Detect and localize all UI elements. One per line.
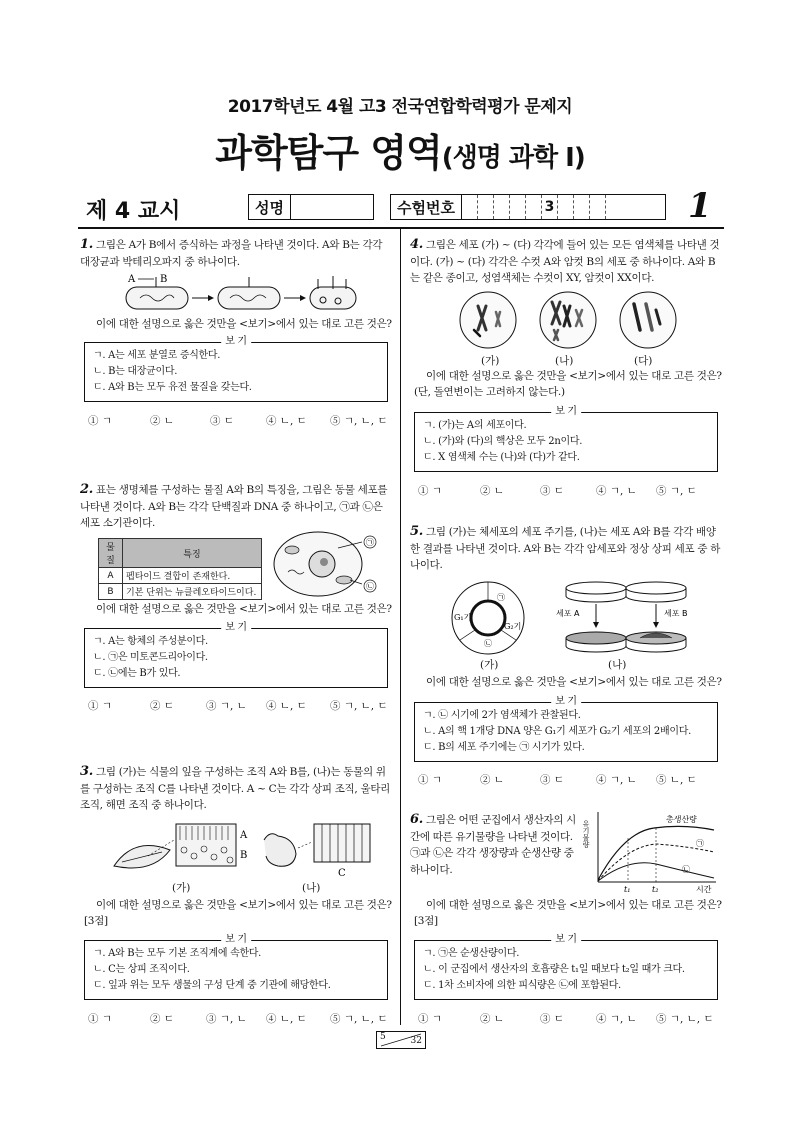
- tissue-label-B: B: [240, 850, 248, 861]
- bogi-item: ㄷ. X 염색체 수는 (나)와 (다)가 같다.: [423, 452, 580, 463]
- question-prompt: 이에 대한 설명으로 옳은 것만을 <보기>에서 있는 대로 고른 것은?: [96, 603, 392, 615]
- phase-label-g2: G₂기: [504, 622, 522, 631]
- figure-caption: (가): [481, 355, 500, 367]
- exam-title-paren: (생명 과학 Ⅰ): [441, 143, 585, 173]
- table-header: 특징: [123, 539, 262, 568]
- curve-label-a: ㉠: [696, 839, 704, 848]
- bogi-item: ㄱ. ㉡ 시기에 2가 염색체가 관찰된다.: [423, 710, 581, 721]
- graph-ylabel: 유기물량: [582, 820, 590, 848]
- cell-cycle-figure: [450, 580, 710, 656]
- choice-3[interactable]: ③ ㄱ, ㄴ: [206, 1013, 247, 1025]
- question-6: [410, 812, 582, 878]
- curve-label-b: ㉡: [682, 865, 690, 874]
- choice-4[interactable]: ④ ㄴ, ㄷ: [266, 700, 307, 712]
- animal-cell-figure: [268, 528, 390, 600]
- fig-label-A: A: [128, 274, 136, 285]
- page-current: 5: [380, 1032, 386, 1042]
- choice-2[interactable]: ② ㄷ: [150, 700, 174, 712]
- choice-3[interactable]: ③ ㄷ: [540, 1013, 564, 1025]
- bogi-item: ㄴ. C는 상피 조직이다.: [93, 964, 190, 975]
- curve-label-gross: 총생산량: [666, 815, 697, 824]
- answer-choices: [88, 1011, 398, 1026]
- bogi-item: ㄱ. (가)는 A의 세포이다.: [423, 420, 527, 431]
- exam-title-main: 과학탐구 영역: [215, 131, 442, 175]
- organelle-label-b: ㉡: [366, 582, 374, 591]
- substance-table: [98, 538, 262, 600]
- question-text: 그림 (가)는 체세포의 세포 주기를, (나)는 세포 A와 B를 각각 배양한 결과를 나타낸 것이다. A와 B는 각각 암세포와 정상 상피 세포 중 하나이다.: [410, 526, 721, 571]
- choice-4[interactable]: ④ ㄱ, ㄴ: [596, 1013, 637, 1025]
- bogi-item: ㄴ. B는 대장균이다.: [93, 366, 178, 377]
- bogi-item: ㄷ. 1차 소비자에 의한 피식량은 ㉡에 포함된다.: [423, 980, 621, 991]
- tissue-figure: [108, 818, 378, 880]
- table-cell: 펩타이드 결합이 존재한다.: [123, 568, 262, 584]
- bogi-box: [84, 622, 388, 688]
- choice-1[interactable]: ① ㄱ: [418, 485, 442, 497]
- bogi-title: 보 기: [221, 621, 251, 635]
- graph-xlabel: 시간: [696, 885, 712, 894]
- dish-label-a: 세포 A: [556, 609, 580, 618]
- choice-2[interactable]: ② ㄷ: [150, 1013, 174, 1025]
- phase-label-b: ㉡: [484, 639, 492, 648]
- exam-digit-cell: [494, 195, 510, 219]
- cell-da: [620, 292, 676, 348]
- question-text: 그림 (가)는 식물의 잎을 구성하는 조직 A와 B를, (나)는 동물의 위를 구성하는 조직 C를 나타낸 것이다. A ~ C는 각각 상피 조직, 울타리 조직, 해면 조직 중 하나이다.: [80, 766, 391, 811]
- figure-caption: (가): [172, 882, 191, 894]
- phase-label-a: ㉠: [497, 593, 505, 602]
- question-text: 그림은 세포 (가) ~ (다) 각각에 들어 있는 모든 염색체를 나타낸 것이다. (가) ~ (다) 각각은 수컷 A와 암컷 B의 세포 중 하나이다. A와 B는 같은 종이고, 성염색체는 수컷이 XY, 암컷이 XX이다.: [410, 239, 720, 284]
- table-row: [99, 584, 262, 600]
- dish-label-b: 세포 B: [664, 609, 688, 618]
- bogi-item: ㄴ. ㉠은 미토콘드리아이다.: [93, 652, 208, 663]
- table-cell: 기본 단위는 뉴클레오타이드이다.: [123, 584, 262, 600]
- question-prompt: 이에 대한 설명으로 옳은 것만을 <보기>에서 있는 대로 고른 것은? (단, 돌연변이는 고려하지 않는다.): [414, 370, 722, 398]
- exam-digit-cell: [510, 195, 526, 219]
- bogi-box: [414, 696, 718, 762]
- cell-na: [540, 292, 596, 348]
- exam-digit-cell: [558, 195, 574, 219]
- organic-matter-graph: [584, 808, 724, 894]
- choice-1[interactable]: ① ㄱ: [88, 1013, 112, 1025]
- bogi-item: ㄴ. 이 군집에서 생산자의 호흡량은 t₁일 때보다 t₂일 때가 크다.: [423, 964, 685, 975]
- tick-t2: t₂: [652, 885, 659, 894]
- page-total: 32: [410, 1036, 422, 1046]
- choice-1[interactable]: ① ㄱ: [418, 1013, 442, 1025]
- figure-caption: (나): [302, 882, 321, 894]
- question-prompt: 이에 대한 설명으로 옳은 것만을 <보기>에서 있는 대로 고른 것은? [3점]: [84, 899, 392, 927]
- tick-t1: t₁: [624, 885, 631, 894]
- choice-4[interactable]: ④ ㄱ, ㄴ: [596, 774, 637, 786]
- figure-caption: (가): [480, 659, 499, 671]
- exam-digit-cell: 3: [542, 195, 558, 219]
- choice-3[interactable]: ③ ㄱ, ㄴ: [206, 700, 247, 712]
- exam-number-label: 수험번호: [391, 195, 462, 219]
- question-text: 그림은 어떤 군집에서 생산자의 시간에 따른 유기물량을 나타낸 것이다. ㉠과 ㉡은 각각 생장량과 순생산량 중 하나이다.: [410, 814, 576, 876]
- tissue-label-A: A: [240, 830, 248, 841]
- choice-2[interactable]: ② ㄴ: [480, 774, 504, 786]
- bogi-box: [414, 934, 718, 1000]
- exam-digit-cell: [606, 195, 622, 219]
- question-number: 5.: [410, 524, 423, 539]
- choice-3[interactable]: ③ ㄷ: [540, 485, 564, 497]
- exam-digit-cell: [574, 195, 590, 219]
- question-prompt: 이에 대한 설명으로 옳은 것만을 <보기>에서 있는 대로 고른 것은?: [96, 318, 392, 330]
- answer-choices: [88, 698, 398, 713]
- phase-label-g1: G₁기: [454, 613, 472, 622]
- name-label: 성명: [249, 195, 291, 219]
- tissue-label-C: C: [338, 868, 346, 879]
- question-number: 4.: [410, 237, 423, 252]
- table-row: [99, 568, 262, 584]
- bogi-item: ㄱ. A와 B는 모두 기본 조직계에 속한다.: [93, 948, 262, 959]
- bogi-box: [84, 336, 388, 402]
- bogi-item: ㄴ. (가)와 (다)의 핵상은 모두 2n이다.: [423, 436, 583, 447]
- question-2: [80, 482, 394, 532]
- question-number: 6.: [410, 812, 423, 827]
- bogi-item: ㄷ. ㉡에는 B가 있다.: [93, 668, 181, 679]
- answer-choices: [418, 1011, 724, 1026]
- exam-digit-cell: [462, 195, 478, 219]
- bogi-box: [84, 934, 388, 1000]
- exam-number-box[interactable]: [390, 194, 666, 220]
- question-number: 2.: [80, 482, 93, 497]
- choice-2[interactable]: ② ㄴ: [150, 415, 174, 427]
- choice-5[interactable]: ⑤ ㄱ, ㄴ, ㄷ: [656, 1013, 714, 1025]
- exam-title: [0, 122, 800, 177]
- bogi-item: ㄴ. A의 핵 1개당 DNA 양은 G₁기 세포가 G₂기 세포의 2배이다.: [423, 726, 691, 737]
- table-cell: B: [99, 584, 123, 600]
- question-text: 표는 생명체를 구성하는 물질 A와 B의 특징을, 그림은 동물 세포를 나타낸 것이다. A와 B는 각각 단백질과 DNA 중 하나이고, ㉠과 ㉡은 세포 소기관이다.: [80, 484, 388, 529]
- bogi-item: ㄱ. ㉠은 순생산량이다.: [423, 948, 520, 959]
- exam-digit-cell: [478, 195, 494, 219]
- table-header: 물질: [99, 539, 123, 568]
- question-5: [410, 524, 724, 574]
- answer-choices: [418, 772, 724, 787]
- period-label: 제 4 교시: [86, 199, 181, 224]
- bogi-box: [414, 406, 718, 472]
- bogi-item: ㄷ. B의 세포 주기에는 ㉠ 시기가 있다.: [423, 742, 585, 753]
- bogi-title: 보 기: [551, 933, 581, 947]
- phage-infection-figure: [120, 271, 360, 313]
- exam-digit-cell: [526, 195, 542, 219]
- bogi-item: ㄷ. 잎과 위는 모두 생물의 구성 단계 중 기관에 해당한다.: [93, 980, 331, 991]
- question-text: 그림은 A가 B에서 증식하는 과정을 나타낸 것이다. A와 B는 각각 대장균과 박테리오파지 중 하나이다.: [80, 239, 383, 268]
- question-number: 1.: [80, 237, 93, 252]
- page-type-number: 1: [688, 186, 712, 226]
- chromosome-figure: [458, 290, 680, 350]
- choice-5[interactable]: ⑤ ㄱ, ㄴ, ㄷ: [330, 1013, 388, 1025]
- page-number-box: [376, 1031, 426, 1049]
- bogi-item: ㄷ. A와 B는 모두 유전 물질을 갖는다.: [93, 382, 252, 393]
- fig-label-B: B: [160, 274, 168, 285]
- choice-1[interactable]: ① ㄱ: [88, 700, 112, 712]
- table-cell: A: [99, 568, 123, 584]
- answer-choices: [418, 483, 724, 498]
- cell-ga: [460, 292, 516, 348]
- choice-5[interactable]: ⑤ ㄱ, ㄴ, ㄷ: [330, 415, 388, 427]
- choice-1[interactable]: ① ㄱ: [418, 774, 442, 786]
- exam-digit-cell: [590, 195, 606, 219]
- question-1: [80, 237, 394, 270]
- bogi-title: 보 기: [221, 933, 251, 947]
- bogi-item: ㄱ. A는 항체의 주성분이다.: [93, 636, 208, 647]
- choice-5[interactable]: ⑤ ㄱ, ㄷ: [656, 485, 697, 497]
- question-4: [410, 237, 724, 287]
- bogi-title: 보 기: [551, 695, 581, 709]
- question-number: 3.: [80, 764, 93, 779]
- question-prompt: 이에 대한 설명으로 옳은 것만을 <보기>에서 있는 대로 고른 것은?: [426, 676, 722, 688]
- figure-caption: (나): [608, 659, 627, 671]
- choice-2[interactable]: ② ㄴ: [480, 485, 504, 497]
- name-box[interactable]: [248, 194, 374, 220]
- figure-caption: (다): [634, 355, 653, 367]
- question-3: [80, 764, 394, 814]
- choice-3[interactable]: ③ ㄷ: [210, 415, 234, 427]
- choice-5[interactable]: ⑤ ㄱ, ㄴ, ㄷ: [330, 700, 388, 712]
- column-divider: [400, 229, 401, 1025]
- choice-1[interactable]: ① ㄱ: [88, 415, 112, 427]
- exam-subtitle: 2017학년도 4월 고3 전국연합학력평가 문제지: [227, 97, 573, 117]
- question-prompt: 이에 대한 설명으로 옳은 것만을 <보기>에서 있는 대로 고른 것은? [3점]: [414, 899, 722, 927]
- choice-2[interactable]: ② ㄴ: [480, 1013, 504, 1025]
- choice-4[interactable]: ④ ㄱ, ㄴ: [596, 485, 637, 497]
- header-rule: [78, 227, 724, 229]
- choice-4[interactable]: ④ ㄴ, ㄷ: [266, 1013, 307, 1025]
- organelle-label-a: ㉠: [366, 538, 374, 547]
- choice-3[interactable]: ③ ㄷ: [540, 774, 564, 786]
- figure-caption: (나): [555, 355, 574, 367]
- answer-choices: [88, 413, 398, 428]
- choice-4[interactable]: ④ ㄴ, ㄷ: [266, 415, 307, 427]
- bogi-title: 보 기: [551, 405, 581, 419]
- bogi-title: 보 기: [221, 335, 251, 349]
- choice-5[interactable]: ⑤ ㄴ, ㄷ: [656, 774, 697, 786]
- bogi-item: ㄱ. A는 세포 분열로 증식한다.: [93, 350, 221, 361]
